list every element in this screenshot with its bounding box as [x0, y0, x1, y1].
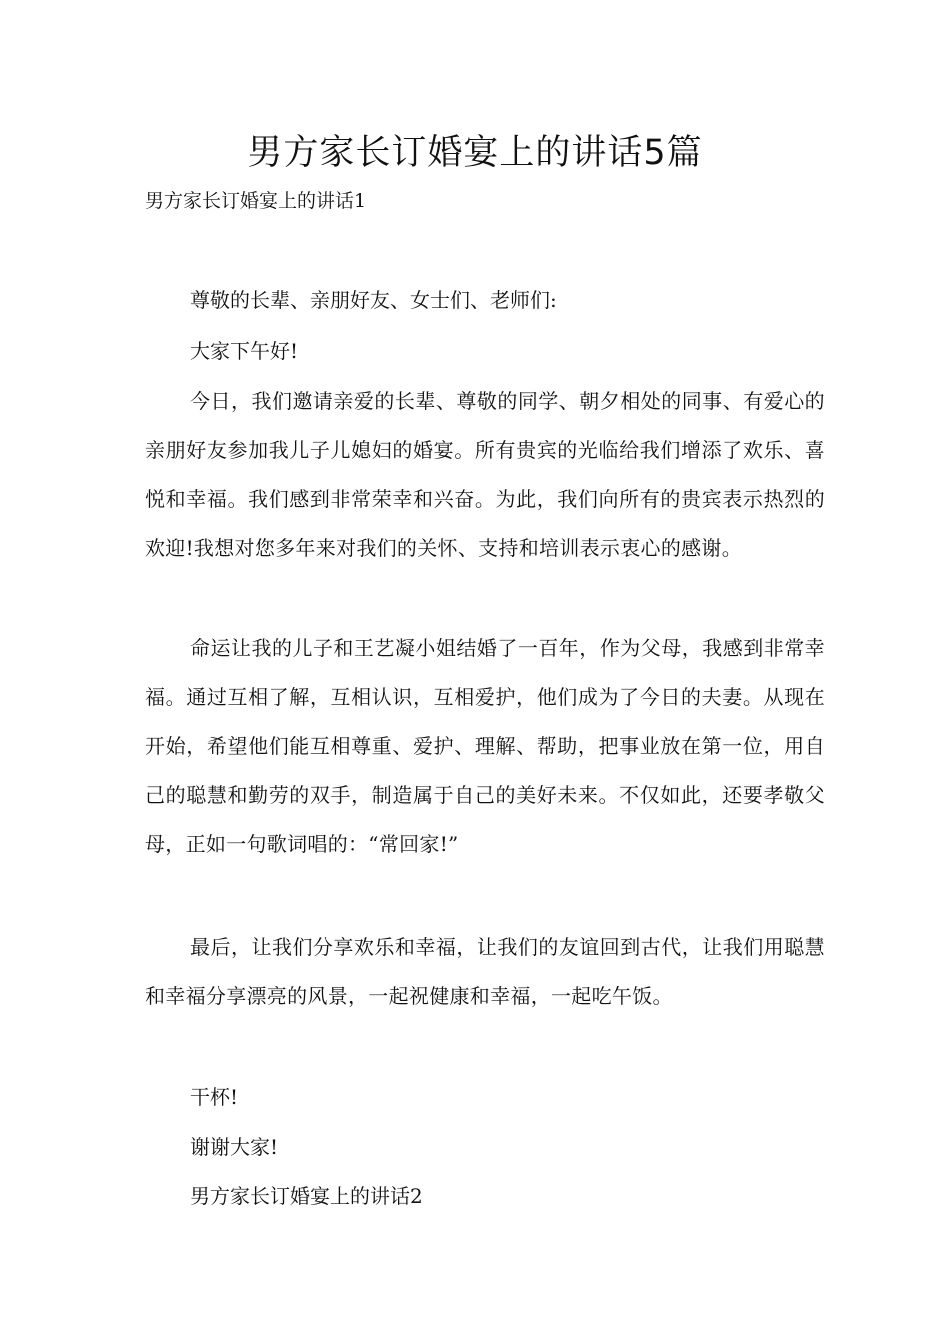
toast-line: 干杯!: [190, 1085, 239, 1109]
document-title: 男方家长订婚宴上的讲话5篇: [247, 133, 703, 173]
paragraph-3: 最后，让我们分享欢乐和幸福，让我们的友谊回到古代，让我们用聪慧和幸福分享漂亮的风景，一起祝健康和幸福，一起吃午饭。: [145, 935, 825, 1008]
paragraph-2: 命运让我的儿子和王艺凝小姐结婚了一百年，作为父母，我感到非常幸福。通过互相了解，互相认识，互相爱护，他们成为了今日的夫妻。从现在开始，希望他们能互相尊重、爱护、理解、帮助，把事业放在第一位，用自己的聪慧和勤劳的双手，制造属于自己的美好未来。不仅如此，还要孝敬父母，正如一句歌词唱的：“常回家!”: [145, 636, 825, 856]
thanks-line: 谢谢大家!: [190, 1135, 279, 1159]
speech-1-heading: 男方家长订婚宴上的讲话1: [145, 190, 367, 212]
speech-2-heading: 男方家长订婚宴上的讲话2: [190, 1184, 423, 1208]
greeting: 大家下午好!: [190, 339, 299, 363]
paragraph-1: 今日，我们邀请亲爱的长辈、尊敬的同学、朝夕相处的同事、有爱心的亲朋好友参加我儿子儿媳妇的婚宴。所有贵宾的光临给我们增添了欢乐、喜悦和幸福。我们感到非常荣幸和兴奋。为此，我们向所有的贵宾表示热烈的欢迎!我想对您多年来对我们的关怀、支持和培训表示衷心的感谢。: [145, 389, 825, 560]
salutation: 尊敬的长辈、亲朋好友、女士们、老师们:: [190, 288, 557, 312]
